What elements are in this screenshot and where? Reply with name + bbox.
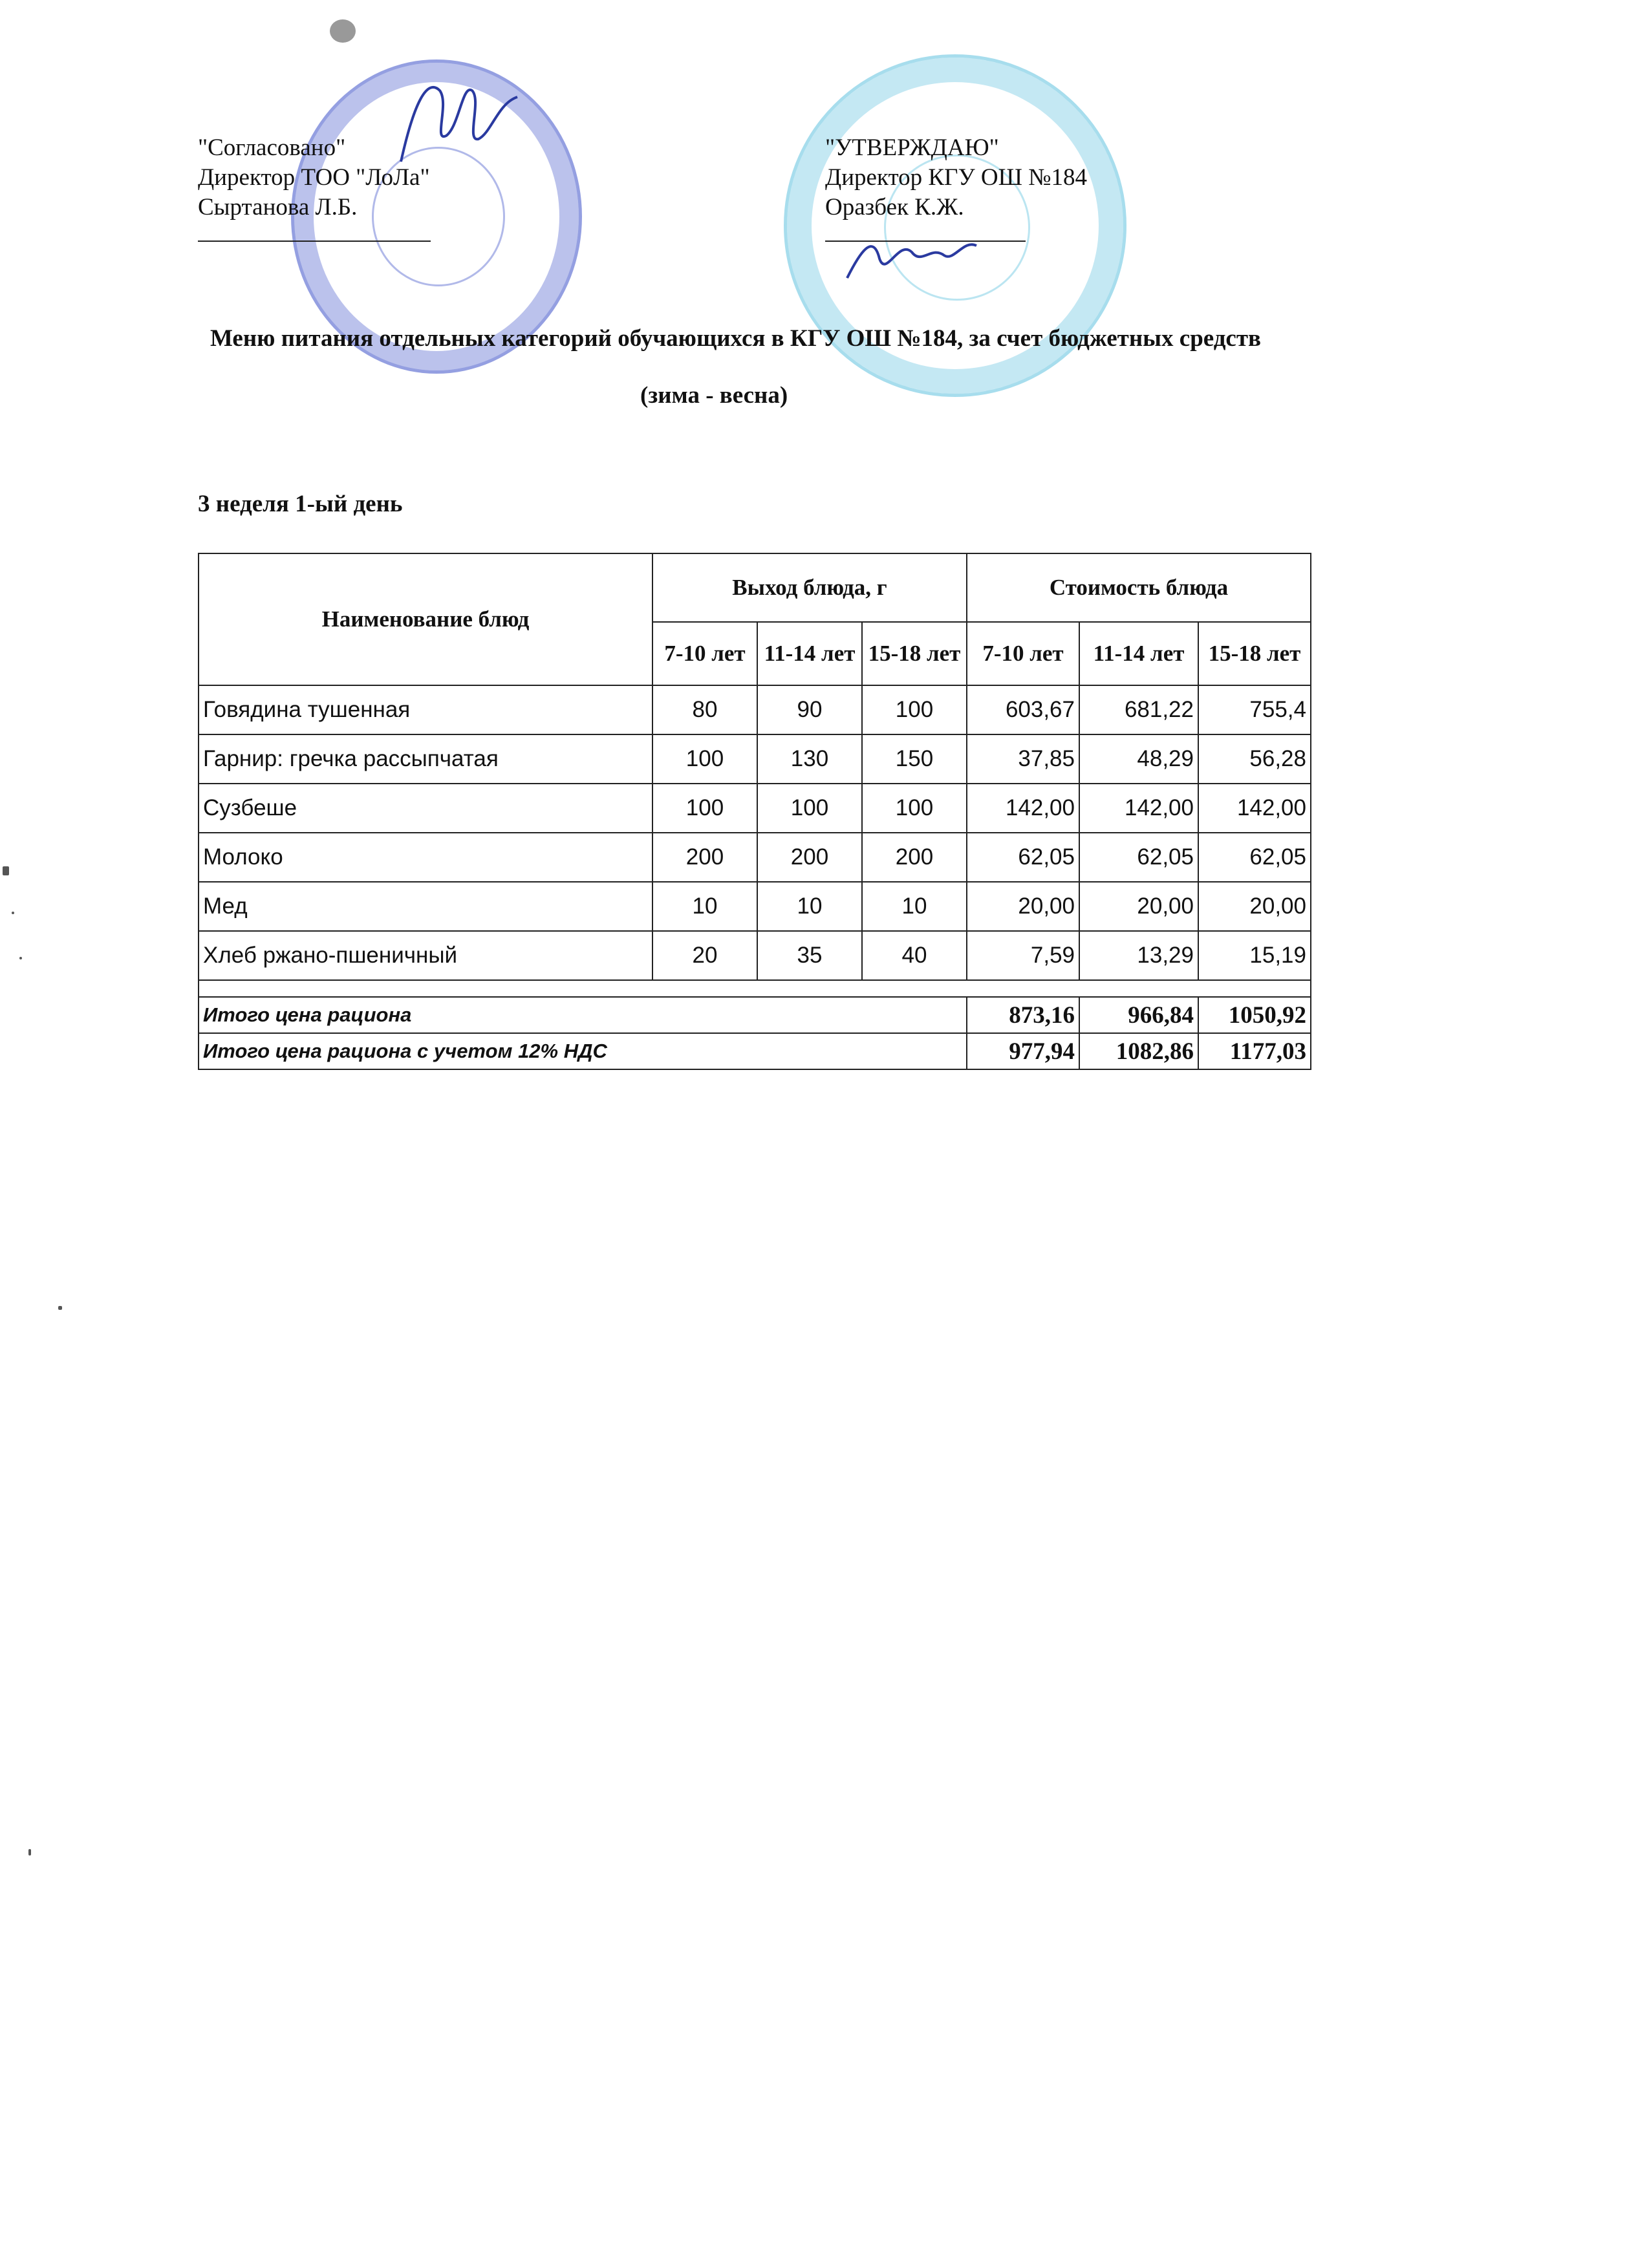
yield-value: 150 [862,734,967,784]
header-yield-age: 11-14 лет [757,622,862,685]
cost-value: 13,29 [1079,931,1198,980]
total-label: Итого цена рациона с учетом 12% НДС [199,1033,967,1069]
yield-value: 35 [757,931,862,980]
table-spacer-row [199,980,1311,997]
cost-value: 37,85 [967,734,1079,784]
table-row [199,833,1311,882]
agreed-position: Директор ТОО "ЛоЛа" [198,164,430,191]
table-row [199,931,1311,980]
yield-value: 10 [652,882,757,931]
cost-value: 62,05 [1198,833,1311,882]
table-row [199,784,1311,833]
table-row [199,734,1311,784]
scan-speck [12,912,14,914]
header-cost-age: 7-10 лет [967,622,1079,685]
cost-value: 48,29 [1079,734,1198,784]
menu-table [198,553,1311,1070]
yield-value: 90 [757,685,862,734]
yield-value: 130 [757,734,862,784]
total-value: 1082,86 [1079,1033,1198,1069]
cost-value: 15,19 [1198,931,1311,980]
total-value: 1177,03 [1198,1033,1311,1069]
cost-value: 62,05 [967,833,1079,882]
scan-speck [3,866,9,875]
dish-name: Говядина тушенная [199,685,652,734]
total-value: 977,94 [967,1033,1079,1069]
spacer-cell [199,980,1311,997]
header-cost-age: 15-18 лет [1198,622,1311,685]
total-value: 966,84 [1079,997,1198,1033]
approved-heading: "УТВЕРЖДАЮ" [825,134,999,161]
yield-value: 100 [862,784,967,833]
cost-value: 755,4 [1198,685,1311,734]
yield-value: 200 [862,833,967,882]
yield-value: 200 [652,833,757,882]
cost-value: 20,00 [1198,882,1311,931]
scan-speck [19,957,22,959]
agreed-block [198,133,431,242]
header-cost: Стоимость блюда [967,553,1311,622]
header-yield: Выход блюда, г [652,553,967,622]
yield-value: 40 [862,931,967,980]
header-yield-age: 15-18 лет [862,622,967,685]
agreed-person: Сыртанова Л.Б. [198,194,358,220]
yield-value: 100 [652,784,757,833]
total-value: 873,16 [967,997,1079,1033]
dish-name: Мед [199,882,652,931]
cost-value: 20,00 [967,882,1079,931]
yield-value: 100 [862,685,967,734]
yield-value: 10 [757,882,862,931]
cost-value: 142,00 [967,784,1079,833]
approved-signature-line [825,241,1026,242]
document-subtitle: (зима - весна) [640,382,788,409]
week-day-label: 3 неделя 1-ый день [198,491,403,517]
dish-name: Хлеб ржано-пшеничный [199,931,652,980]
cost-value: 681,22 [1079,685,1198,734]
dish-name: Сузбеше [199,784,652,833]
cost-value: 56,28 [1198,734,1311,784]
agreed-signature-line [198,241,431,242]
total-row [199,1033,1311,1069]
scan-speck [58,1306,62,1310]
yield-value: 10 [862,882,967,931]
dish-name: Гарнир: гречка рассыпчатая [199,734,652,784]
cost-value: 62,05 [1079,833,1198,882]
header-yield-age: 7-10 лет [652,622,757,685]
cost-value: 603,67 [967,685,1079,734]
approved-block [825,133,1087,242]
approved-person: Оразбек К.Ж. [825,194,964,220]
header-cost-age: 11-14 лет [1079,622,1198,685]
table-row [199,882,1311,931]
cost-value: 142,00 [1198,784,1311,833]
total-row [199,997,1311,1033]
yield-value: 200 [757,833,862,882]
dish-name: Молоко [199,833,652,882]
yield-value: 100 [652,734,757,784]
table-header-row [199,553,1311,622]
yield-value: 100 [757,784,862,833]
cost-value: 142,00 [1079,784,1198,833]
total-label: Итого цена рациона [199,997,967,1033]
cost-value: 7,59 [967,931,1079,980]
agreed-heading: "Согласовано" [198,134,346,161]
cost-value: 20,00 [1079,882,1198,931]
approved-position: Директор КГУ ОШ №184 [825,164,1087,191]
document-title: Меню питания отдельных категорий обучающихся в КГУ ОШ №184, за счет бюджетных средств [210,325,1262,352]
yield-value: 20 [652,931,757,980]
yield-value: 80 [652,685,757,734]
scan-speck [330,19,356,43]
scan-speck [28,1849,31,1856]
table-row [199,685,1311,734]
header-dish-name: Наименование блюд [199,553,652,685]
total-value: 1050,92 [1198,997,1311,1033]
